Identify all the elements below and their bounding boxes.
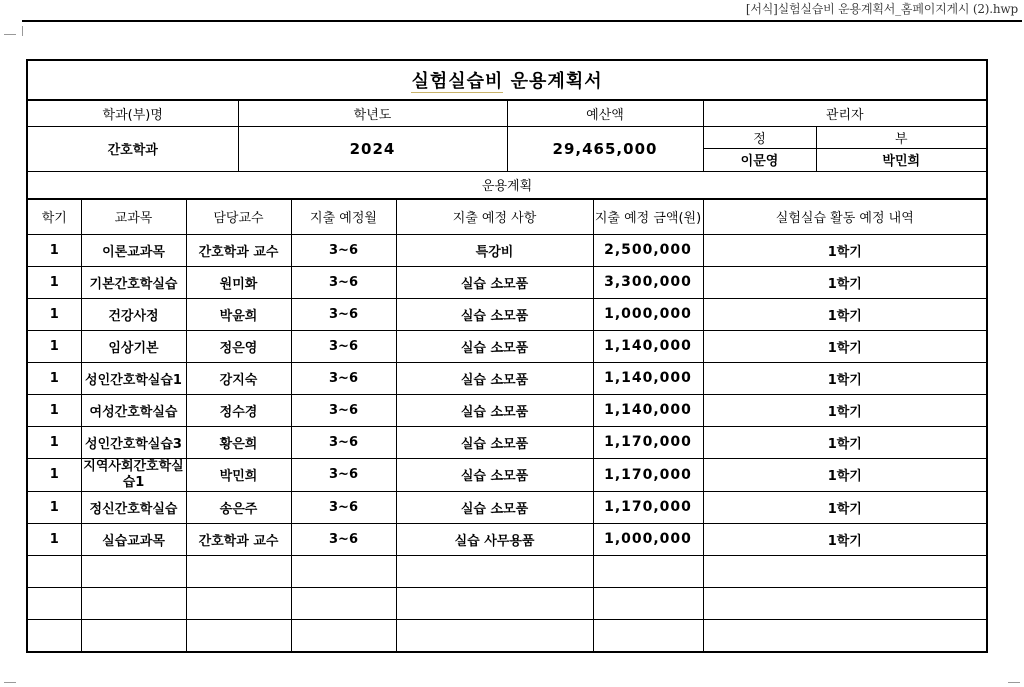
cell-semester: 1 [27,266,81,298]
cell-semester: 1 [27,523,81,555]
plan-column-headers [27,199,987,235]
cell-amount: 1,170,000 [593,458,703,491]
empty-cell [27,555,81,587]
crop-mark [22,26,23,36]
cell-course: 지역사회간호학실습1 [81,458,186,491]
empty-cell [291,555,396,587]
empty-cell [703,587,987,619]
cell-activity: 1학기 [703,491,987,523]
empty-row [27,619,987,652]
empty-cell [81,555,186,587]
cell-professor: 원미화 [186,266,291,298]
file-name: [서식]실험실습비 운용계획서_홈페이지게시 (2).hwp [745,2,1018,16]
cell-item: 실습 소모품 [396,426,593,458]
cell-activity: 1학기 [703,426,987,458]
cell-month: 3~6 [291,266,396,298]
budget-plan-table [26,59,988,653]
cell-item: 실습 소모품 [396,266,593,298]
table-row [27,523,987,555]
document-title [27,60,987,100]
column-header-amount: 지출 예정 금액(원) [593,199,703,235]
empty-cell [703,619,987,652]
empty-cell [593,619,703,652]
title-underlined: 실험실습비 [411,71,504,92]
cell-item: 특강비 [396,234,593,266]
year-header: 학년도 [238,100,507,126]
cell-item: 실습 소모품 [396,298,593,330]
empty-cell [81,587,186,619]
cell-activity: 1학기 [703,266,987,298]
crop-mark [1008,682,1020,683]
cell-amount: 1,140,000 [593,394,703,426]
budget-value: 29,465,000 [507,126,703,171]
cell-month: 3~6 [291,362,396,394]
table-row [27,426,987,458]
cell-amount: 1,000,000 [593,298,703,330]
cell-month: 3~6 [291,234,396,266]
table-row [27,362,987,394]
empty-cell [27,587,81,619]
cell-activity: 1학기 [703,298,987,330]
cell-semester: 1 [27,362,81,394]
column-header-month: 지출 예정월 [291,199,396,235]
table-row [27,234,987,266]
cell-professor: 간호학과 교수 [186,523,291,555]
cell-amount: 1,170,000 [593,491,703,523]
empty-cell [291,587,396,619]
cell-semester: 1 [27,458,81,491]
cell-semester: 1 [27,394,81,426]
cell-course: 여성간호학실습 [81,394,186,426]
empty-cell [593,555,703,587]
cell-amount: 2,500,000 [593,234,703,266]
cell-semester: 1 [27,298,81,330]
cell-amount: 1,170,000 [593,426,703,458]
cell-course: 이론교과목 [81,234,186,266]
department-header: 학과(부)명 [27,100,238,126]
primary-manager-name: 이문영 [703,148,816,171]
manager-header: 관리자 [703,100,987,126]
cell-item: 실습 소모품 [396,330,593,362]
cell-course: 건강사정 [81,298,186,330]
plan-rows [27,234,987,652]
budget-header: 예산액 [507,100,703,126]
column-header-professor: 담당교수 [186,199,291,235]
cell-amount: 1,140,000 [593,362,703,394]
empty-cell [186,619,291,652]
plan-heading: 운용계획 [27,171,987,199]
column-header-semester: 학기 [27,199,81,235]
cell-amount: 3,300,000 [593,266,703,298]
cell-month: 3~6 [291,491,396,523]
cell-activity: 1학기 [703,362,987,394]
cell-course: 기본간호학실습 [81,266,186,298]
cell-course: 성인간호학실습1 [81,362,186,394]
empty-cell [81,619,186,652]
cell-item: 실습 소모품 [396,362,593,394]
secondary-manager-name: 박민희 [816,148,987,171]
cell-month: 3~6 [291,394,396,426]
empty-row [27,555,987,587]
cell-professor: 박민희 [186,458,291,491]
cell-amount: 1,000,000 [593,523,703,555]
table-row [27,330,987,362]
empty-row [27,587,987,619]
cell-month: 3~6 [291,298,396,330]
cell-activity: 1학기 [703,523,987,555]
title-rest: 운용계획서 [503,71,603,92]
cell-month: 3~6 [291,523,396,555]
cell-professor: 송은주 [186,491,291,523]
table-row [27,394,987,426]
cell-activity: 1학기 [703,458,987,491]
cell-course: 정신간호학실습 [81,491,186,523]
header-rule [22,20,1022,22]
empty-cell [593,587,703,619]
year-value: 2024 [238,126,507,171]
cell-professor: 간호학과 교수 [186,234,291,266]
cell-item: 실습 사무용품 [396,523,593,555]
empty-cell [703,555,987,587]
cell-item: 실습 소모품 [396,491,593,523]
cell-item: 실습 소모품 [396,458,593,491]
cell-amount: 1,140,000 [593,330,703,362]
table-row [27,298,987,330]
department-value: 간호학과 [27,126,238,171]
secondary-manager-header: 부 [816,126,987,148]
cell-professor: 정수경 [186,394,291,426]
empty-cell [186,555,291,587]
column-header-item: 지출 예정 사항 [396,199,593,235]
cell-course: 성인간호학실습3 [81,426,186,458]
empty-cell [186,587,291,619]
cell-course: 실습교과목 [81,523,186,555]
empty-cell [291,619,396,652]
empty-cell [396,587,593,619]
empty-cell [27,619,81,652]
primary-manager-header: 정 [703,126,816,148]
column-header-activity: 실험실습 활동 예정 내역 [703,199,987,235]
cell-item: 실습 소모품 [396,394,593,426]
cell-semester: 1 [27,491,81,523]
cell-course: 임상기본 [81,330,186,362]
table-row [27,458,987,491]
table-row [27,266,987,298]
empty-cell [396,619,593,652]
cell-activity: 1학기 [703,394,987,426]
table-row [27,491,987,523]
cell-month: 3~6 [291,330,396,362]
cell-month: 3~6 [291,458,396,491]
cell-professor: 박윤희 [186,298,291,330]
cell-professor: 정은영 [186,330,291,362]
cell-professor: 황은희 [186,426,291,458]
cell-activity: 1학기 [703,330,987,362]
crop-mark [4,34,16,35]
crop-mark [4,682,16,683]
empty-cell [396,555,593,587]
cell-semester: 1 [27,426,81,458]
cell-semester: 1 [27,330,81,362]
cell-semester: 1 [27,234,81,266]
cell-activity: 1학기 [703,234,987,266]
cell-month: 3~6 [291,426,396,458]
cell-professor: 강지숙 [186,362,291,394]
column-header-course: 교과목 [81,199,186,235]
